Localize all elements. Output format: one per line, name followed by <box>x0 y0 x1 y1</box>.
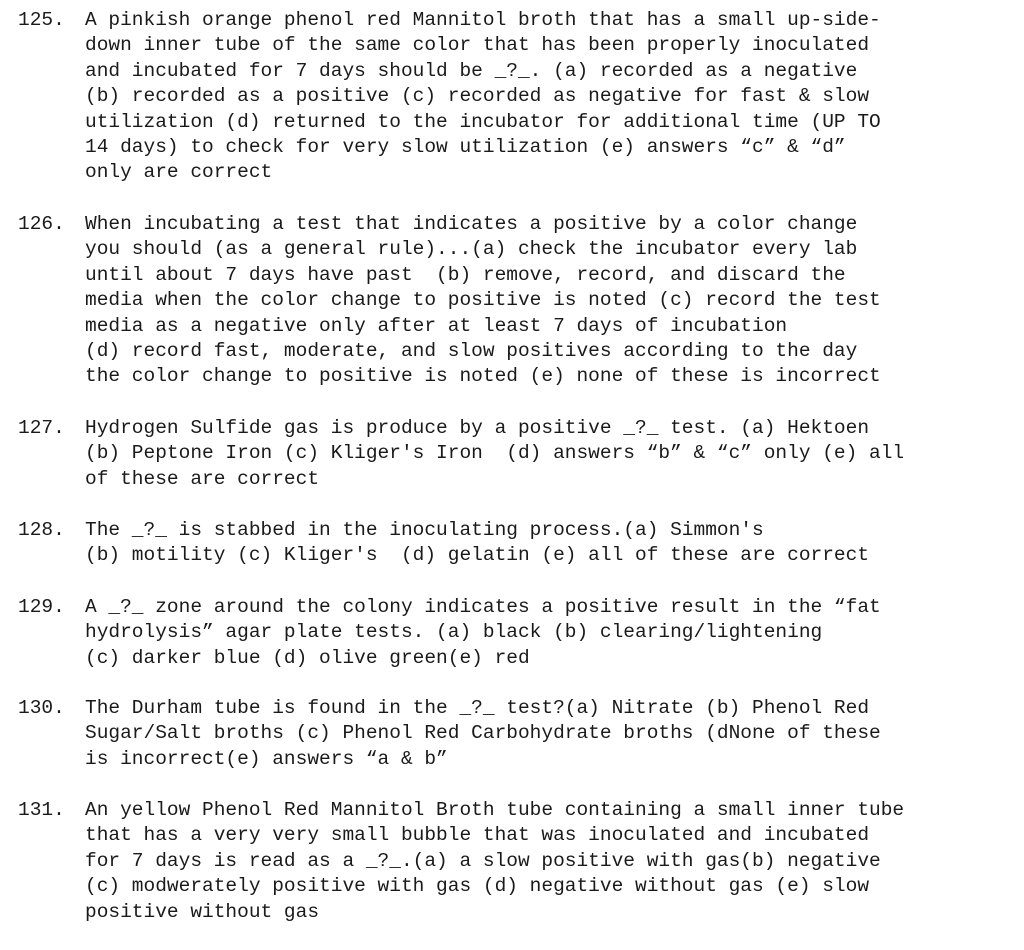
question-line: and incubated for 7 days should be _?_. (a) recorded as a negative <box>85 59 858 82</box>
question-line: is incorrect(e) answers “a & b” <box>85 747 448 770</box>
question-line: A _?_ zone around the colony indicates a positive result in the “fat <box>85 596 881 618</box>
question-number: 128. <box>18 519 65 541</box>
question-line: (b) motility (c) Kliger's (d) gelatin (e) all of these are correct <box>85 544 870 567</box>
question-line: until about 7 days have past (b) remove, record, and discard the <box>85 263 846 286</box>
question-line: for 7 days is read as a _?_.(a) a slow positive with gas(b) negative <box>85 849 881 872</box>
question-number: 130. <box>18 697 65 719</box>
question-line: A pinkish orange phenol red Mannitol broth that has a small up-side- <box>85 9 881 31</box>
question-line: you should (as a general rule)...(a) check the incubator every lab <box>85 238 858 261</box>
question-line: down inner tube of the same color that has been properly inoculated <box>85 34 870 57</box>
question-line: (b) Peptone Iron (c) Kliger's Iron (d) answers “b” & “c” only (e) all <box>85 442 905 465</box>
question-line: An yellow Phenol Red Mannitol Broth tube containing a small inner tube <box>85 799 905 821</box>
question-text <box>85 416 1015 492</box>
question-line: (c) darker blue (d) olive green(e) red <box>85 646 530 669</box>
question-line: Hydrogen Sulfide gas is produce by a positive _?_ test. (a) Hektoen <box>85 417 870 439</box>
question-line: When incubating a test that indicates a positive by a color change <box>85 213 858 235</box>
question-line: the color change to positive is noted (e) none of these is incorrect <box>85 365 881 388</box>
question-line: The Durham tube is found in the _?_ test?(a) Nitrate (b) Phenol Red <box>85 697 870 719</box>
question-line: that has a very very small bubble that was inoculated and incubated <box>85 824 870 847</box>
question-text <box>85 212 1015 390</box>
question-line: The _?_ is stabbed in the inoculating process.(a) Simmon's <box>85 519 764 541</box>
question-text <box>85 595 1015 671</box>
question-line: (c) modwerately positive with gas (d) negative without gas (e) slow <box>85 875 870 898</box>
question-number: 131. <box>18 799 65 821</box>
question-text <box>85 8 1015 186</box>
question-number: 126. <box>18 213 65 235</box>
question-line: media as a negative only after at least 7 days of incubation <box>85 314 788 337</box>
question-number: 125. <box>18 9 65 31</box>
question-line: (b) recorded as a positive (c) recorded as negative for fast & slow <box>85 85 870 108</box>
question-number: 127. <box>18 417 65 439</box>
question-line: media when the color change to positive is noted (c) record the test <box>85 289 881 312</box>
question-number: 129. <box>18 596 65 618</box>
question-text <box>85 798 1015 925</box>
question-text <box>85 518 1015 569</box>
question-line: hydrolysis” agar plate tests. (a) black (b) clearing/lightening <box>85 621 823 644</box>
question-line: positive without gas <box>85 900 320 923</box>
question-line: utilization (d) returned to the incubator for additional time (UP TO <box>85 110 881 133</box>
question-line: 14 days) to check for very slow utilization (e) answers “c” & “d” <box>85 135 846 158</box>
question-line: (d) record fast, moderate, and slow positives according to the day <box>85 339 858 362</box>
question-line: Sugar/Salt broths (c) Phenol Red Carbohydrate broths (dNone of these <box>85 722 881 745</box>
question-text <box>85 696 1015 772</box>
question-line: only are correct <box>85 161 273 184</box>
question-line: of these are correct <box>85 467 320 490</box>
